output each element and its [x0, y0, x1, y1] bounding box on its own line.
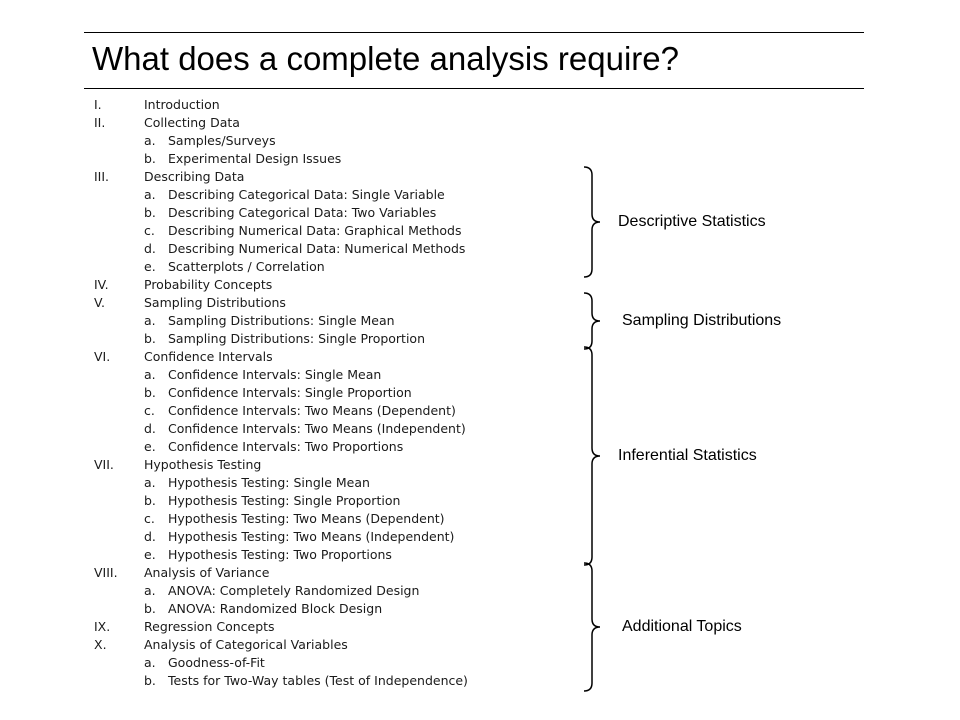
outline-item-text: Confidence Intervals: Two Proportions [168, 439, 404, 454]
brace-sampling-distributions [580, 292, 610, 350]
outline-item-number: III. [94, 169, 110, 184]
outline-item-number: a. [144, 367, 156, 382]
outline-item-number: I. [94, 97, 102, 112]
outline-item-number: VI. [94, 349, 111, 364]
outline-item-number: b. [144, 493, 156, 508]
outline-item-text: Hypothesis Testing: Two Means (Independent) [168, 529, 455, 544]
outline-item-number: c. [144, 511, 155, 526]
outline-item-text: Describing Numerical Data: Numerical Methods [168, 241, 466, 256]
outline-item-number: d. [144, 421, 156, 436]
slide-title: What does a complete analysis require? [92, 40, 679, 77]
outline-item-number: a. [144, 475, 156, 490]
group-label-descriptive-statistics: Descriptive Statistics [618, 213, 766, 230]
outline-item-number: e. [144, 259, 156, 274]
outline-item-text: Describing Categorical Data: Single Variable [168, 187, 445, 202]
brace-path [584, 563, 600, 691]
outline-item-number: X. [94, 637, 107, 652]
outline-item-text: Analysis of Categorical Variables [144, 637, 348, 652]
outline-item-text: Scatterplots / Correlation [168, 259, 325, 274]
outline-item-text: ANOVA: Completely Randomized Design [168, 583, 420, 598]
outline-item-text: Hypothesis Testing [144, 457, 262, 472]
outline-item-text: Hypothesis Testing: Single Proportion [168, 493, 401, 508]
outline-item-number: b. [144, 151, 156, 166]
brace-additional-topics [580, 562, 610, 692]
outline-item-number: b. [144, 673, 156, 688]
outline-item-number: IX. [94, 619, 111, 634]
outline-item-number: II. [94, 115, 106, 130]
outline-item-number: a. [144, 583, 156, 598]
outline-item-number: b. [144, 601, 156, 616]
outline-item-number: VII. [94, 457, 114, 472]
outline-item-text: Goodness-of-Fit [168, 655, 265, 670]
outline-item-text: Describing Numerical Data: Graphical Methods [168, 223, 462, 238]
outline-item-text: Tests for Two-Way tables (Test of Independence) [168, 673, 468, 688]
outline-item-number: b. [144, 331, 156, 346]
outline-item-text: Experimental Design Issues [168, 151, 342, 166]
outline-item-number: c. [144, 223, 155, 238]
brace-inferential-statistics [580, 346, 610, 566]
group-label-sampling-distributions: Sampling Distributions [622, 312, 782, 329]
brace-icon [580, 562, 610, 692]
brace-path [584, 293, 600, 349]
brace-path [584, 347, 600, 565]
outline-item-text: Describing Data [144, 169, 245, 184]
brace-icon [580, 346, 610, 566]
outline-item-text: Samples/Surveys [168, 133, 276, 148]
outline-item-number: e. [144, 547, 156, 562]
outline-item-text: Introduction [144, 97, 220, 112]
outline-item-text: Sampling Distributions: Single Mean [168, 313, 395, 328]
outline-item-number: d. [144, 241, 156, 256]
outline-item-text: Confidence Intervals: Single Mean [168, 367, 382, 382]
group-label-inferential-statistics: Inferential Statistics [618, 447, 757, 464]
outline-item-number: VIII. [94, 565, 118, 580]
outline-item-text: Collecting Data [144, 115, 240, 130]
brace-descriptive-statistics [580, 166, 610, 278]
outline-item-text: Confidence Intervals [144, 349, 273, 364]
outline-item-number: b. [144, 205, 156, 220]
outline-item-text: Sampling Distributions: Single Proportion [168, 331, 426, 346]
outline-item-number: d. [144, 529, 156, 544]
brace-icon [580, 166, 610, 278]
outline-item-text: Probability Concepts [144, 277, 273, 292]
outline-item-text: Confidence Intervals: Single Proportion [168, 385, 412, 400]
outline-item-text: Analysis of Variance [144, 565, 270, 580]
outline-item-text: Hypothesis Testing: Two Means (Dependent) [168, 511, 445, 526]
outline-item-number: e. [144, 439, 156, 454]
brace-icon [580, 292, 610, 350]
outline-item-number: a. [144, 187, 156, 202]
group-label-additional-topics: Additional Topics [622, 618, 742, 635]
title-bottom-rule [84, 88, 864, 89]
outline-item-number: b. [144, 385, 156, 400]
outline-item-number: a. [144, 655, 156, 670]
outline-item-text: Confidence Intervals: Two Means (Dependent) [168, 403, 456, 418]
outline-item-number: V. [94, 295, 105, 310]
outline-item-text: Describing Categorical Data: Two Variables [168, 205, 437, 220]
outline-item-text: Confidence Intervals: Two Means (Independent) [168, 421, 466, 436]
outline-item-number: a. [144, 133, 156, 148]
brace-path [584, 167, 600, 277]
title-top-rule [84, 32, 864, 33]
outline-item-text: Regression Concepts [144, 619, 275, 634]
outline-item-text: Hypothesis Testing: Single Mean [168, 475, 370, 490]
outline-item-number: a. [144, 313, 156, 328]
outline-item-text: Sampling Distributions [144, 295, 286, 310]
outline-item-number: c. [144, 403, 155, 418]
outline-item-number: IV. [94, 277, 109, 292]
outline-item-text: Hypothesis Testing: Two Proportions [168, 547, 392, 562]
outline-item-text: ANOVA: Randomized Block Design [168, 601, 383, 616]
